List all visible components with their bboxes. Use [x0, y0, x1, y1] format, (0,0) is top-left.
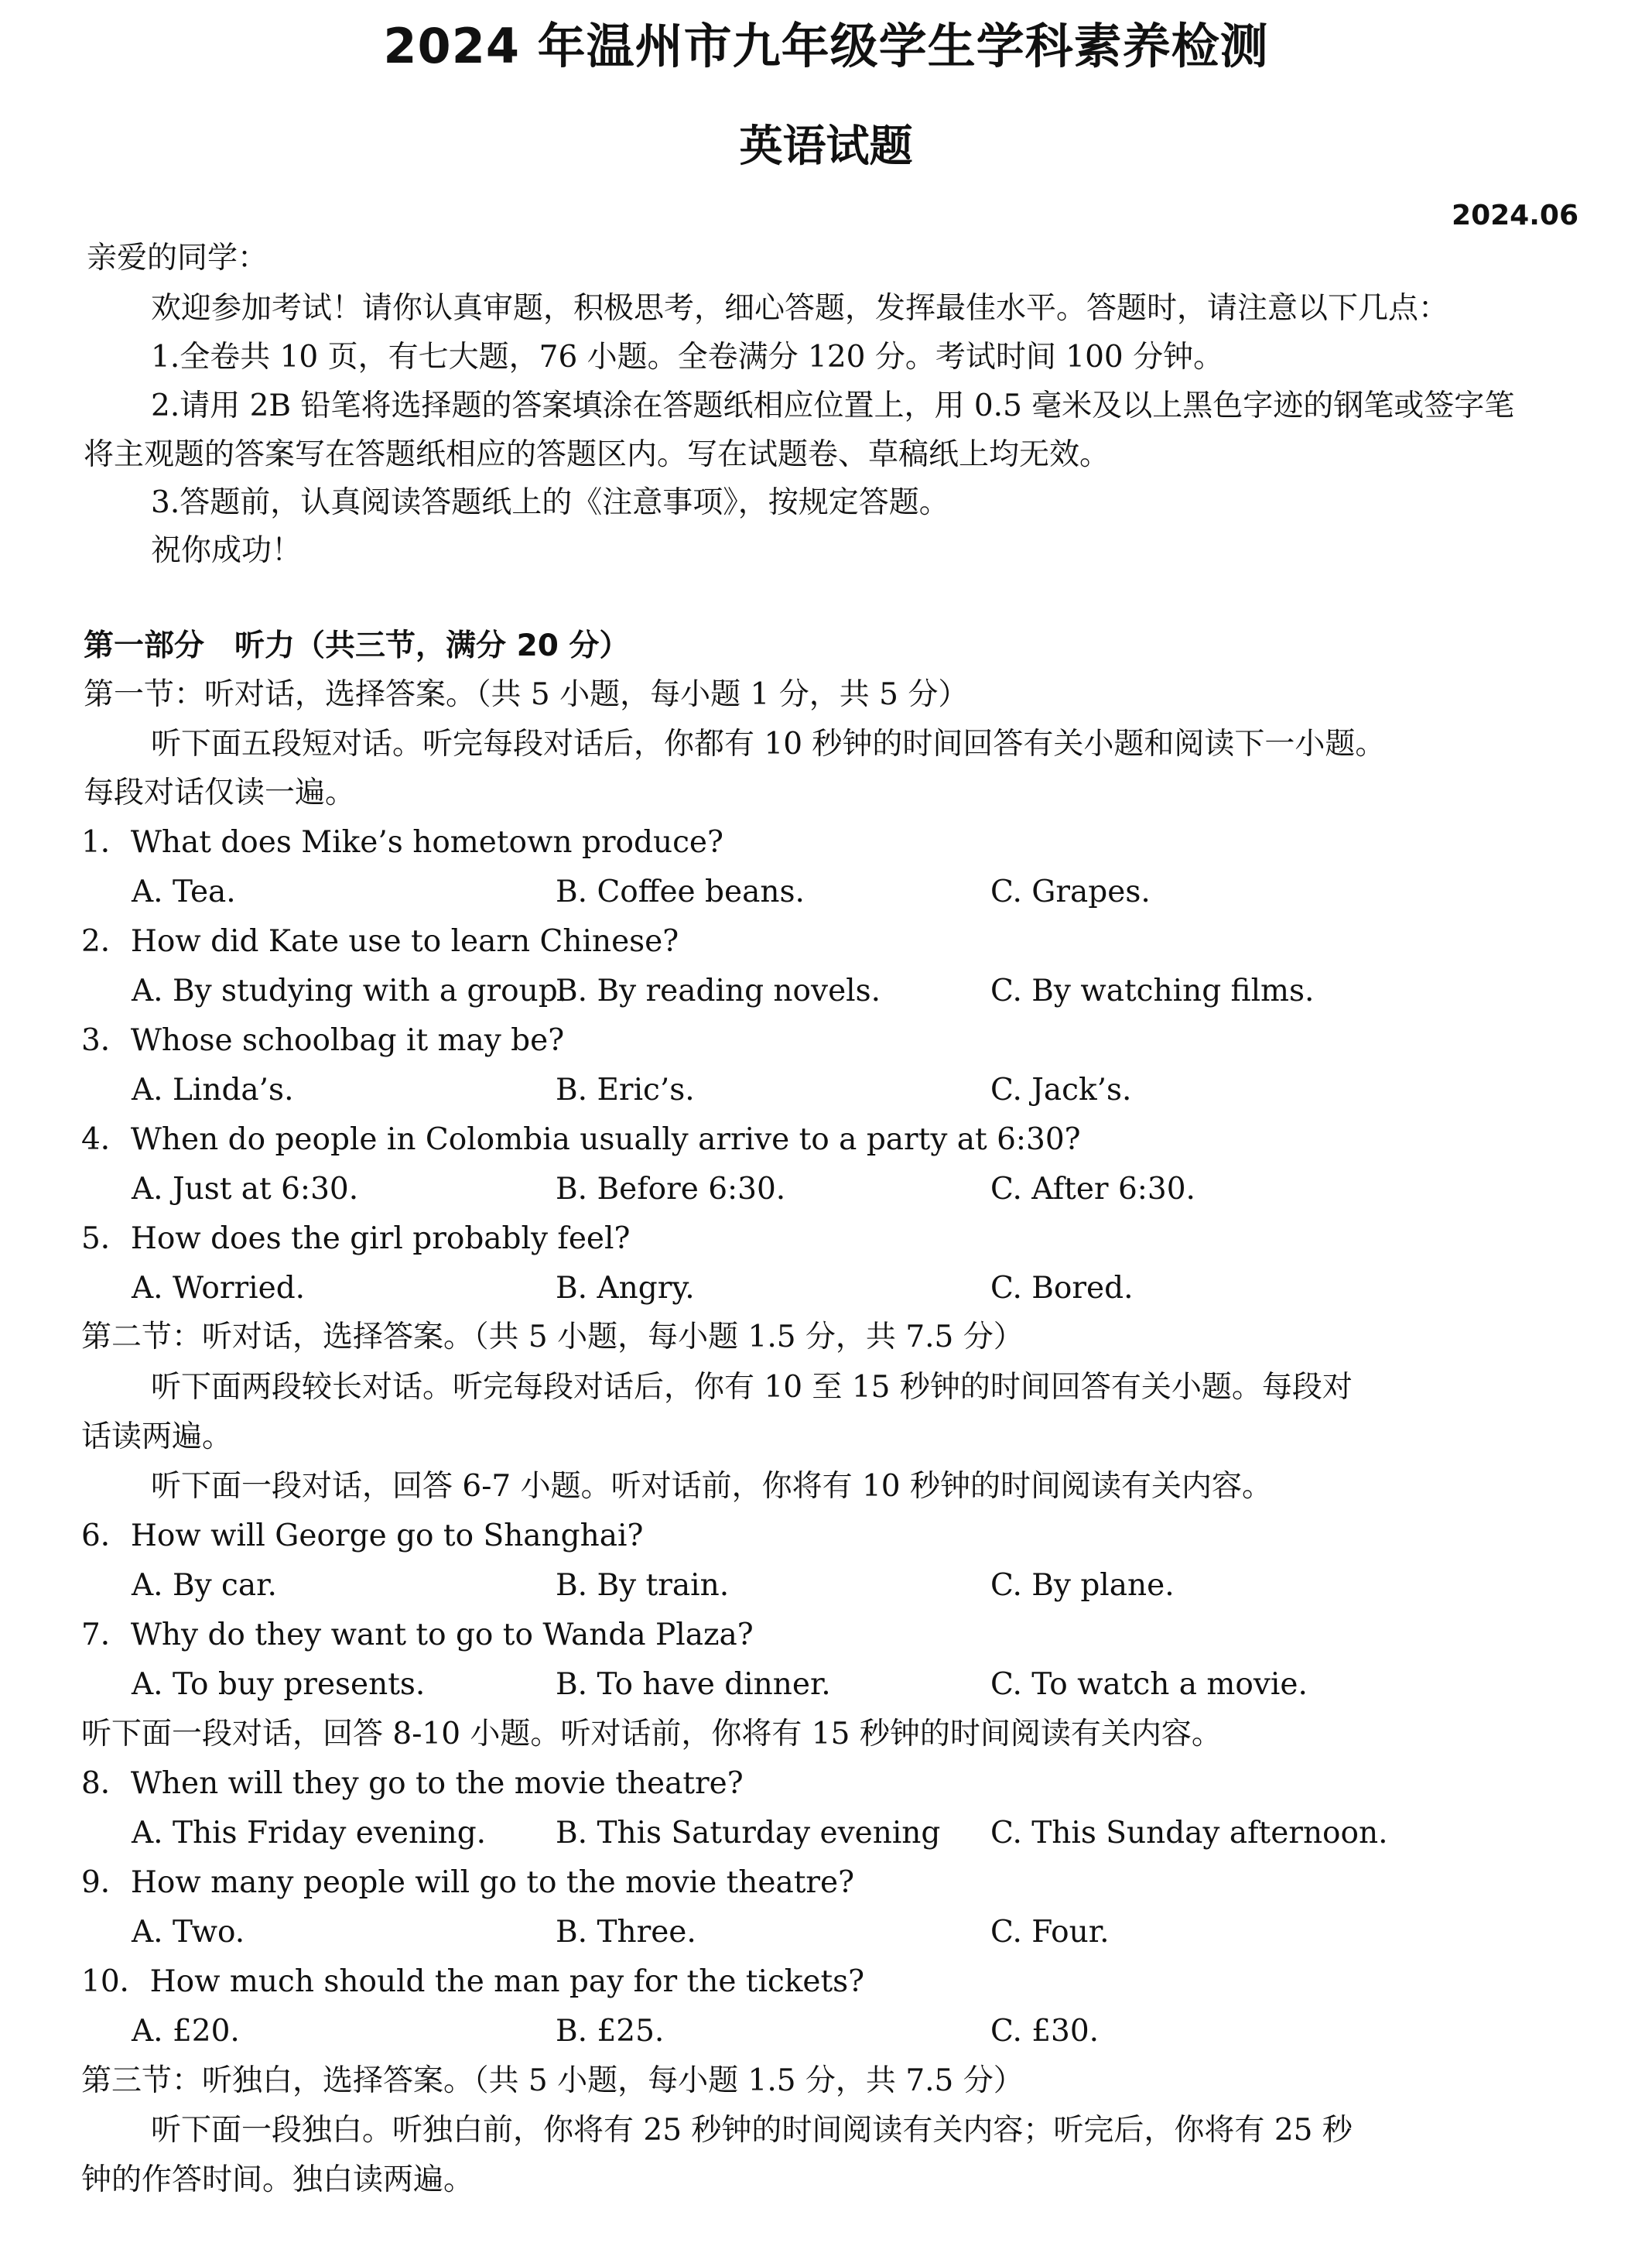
- question-1: 1．What does Mike’s hometown produce?: [81, 825, 723, 860]
- section-2-instruction-2: 话读两遍。: [81, 1419, 233, 1454]
- welcome-text: 欢迎参加考试！请你认真审题，积极思考，细心答题，发挥最佳水平。答题时，请注意以下几点：: [151, 291, 1449, 326]
- question-5: 5．How does the girl probably feel?: [81, 1221, 631, 1256]
- question-6-option-a: A. By car.: [132, 1568, 277, 1603]
- exam-date: 2024.06: [1452, 200, 1578, 231]
- question-10-option-a: A. £20.: [132, 2014, 240, 2049]
- question-2-option-c: C. By watching films.: [990, 974, 1315, 1008]
- note-2-line-2: 将主观题的答案写在答题纸相应的答题区内。写在试题卷、草稿纸上均无效。: [84, 437, 1110, 472]
- exam-subtitle: 英语试题: [739, 122, 913, 172]
- section-1-instruction-1: 听下面五段短对话。听完每段对话后，你都有 10 秒钟的时间回答有关小题和阅读下一小题。: [151, 727, 1386, 762]
- note-2-line-1: 2.请用 2B 铅笔将选择题的答案填涂在答题纸相应位置上，用 0.5 毫米及以上黑色字迹的钢笔或签字笔: [151, 389, 1515, 423]
- section-2-heading: 第二节：听对话，选择答案。（共 5 小题，每小题 1.5 分，共 7.5 分）: [81, 1320, 1024, 1354]
- question-9: 9．How many people will go to the movie theatre?: [81, 1865, 855, 1900]
- question-8: 8．When will they go to the movie theatre?: [81, 1766, 744, 1801]
- wish-text: 祝你成功！: [151, 533, 303, 568]
- question-5-option-b: B. Angry.: [556, 1271, 695, 1306]
- dialog-2-instruction: 听下面一段对话，回答 8-10 小题。听对话前，你将有 15 秒钟的时间阅读有关内容。: [81, 1717, 1222, 1751]
- question-5-option-c: C. Bored.: [990, 1271, 1134, 1306]
- question-8-option-c: C. This Sunday afternoon.: [990, 1816, 1388, 1851]
- question-2: 2．How did Kate use to learn Chinese?: [81, 924, 679, 959]
- question-7: 7．Why do they want to go to Wanda Plaza?: [81, 1618, 754, 1652]
- question-1-option-a: A. Tea.: [132, 875, 236, 909]
- question-4: 4．When do people in Colombia usually arrive to a party at 6:30?: [81, 1122, 1081, 1157]
- question-7-option-a: A. To buy presents.: [132, 1667, 426, 1702]
- question-9-option-a: A. Two.: [132, 1915, 245, 1950]
- question-7-option-c: C. To watch a movie.: [990, 1667, 1308, 1702]
- question-3-option-a: A. Linda’s.: [132, 1073, 294, 1108]
- question-8-option-b: B. This Saturday evening: [556, 1816, 941, 1851]
- question-6-option-c: C. By plane.: [990, 1568, 1175, 1603]
- question-4-option-a: A. Just at 6:30.: [132, 1172, 359, 1207]
- question-4-option-c: C. After 6:30.: [990, 1172, 1195, 1207]
- question-6-option-b: B. By train.: [556, 1568, 730, 1603]
- exam-title: 2024 年温州市九年级学生学科素养检测: [383, 18, 1269, 74]
- note-3: 3.答题前，认真阅读答题纸上的《注意事项》，按规定答题。: [151, 485, 949, 520]
- question-8-option-a: A. This Friday evening.: [132, 1816, 487, 1851]
- question-5-option-a: A. Worried.: [132, 1271, 306, 1306]
- note-1: 1.全卷共 10 页，有七大题，76 小题。全卷满分 120 分。考试时间 100 分钟。: [151, 340, 1224, 375]
- part-1-heading: 第一部分 听力（共三节，满分 20 分）: [84, 628, 630, 663]
- section-3-instruction-1: 听下面一段独白。听独白前，你将有 25 秒钟的时间阅读有关内容；听完后，你将有 25 秒: [151, 2113, 1353, 2148]
- question-4-option-b: B. Before 6:30.: [556, 1172, 786, 1207]
- question-1-option-b: B. Coffee beans.: [556, 875, 805, 909]
- question-9-option-b: B. Three.: [556, 1915, 696, 1950]
- section-3-heading: 第三节：听独白，选择答案。（共 5 小题，每小题 1.5 分，共 7.5 分）: [81, 2063, 1024, 2098]
- question-1-option-c: C. Grapes.: [990, 875, 1151, 909]
- question-3-option-b: B. Eric’s.: [556, 1073, 695, 1108]
- question-2-option-b: B. By reading novels.: [556, 974, 881, 1008]
- section-1-instruction-2: 每段对话仅读一遍。: [84, 775, 356, 810]
- question-7-option-b: B. To have dinner.: [556, 1667, 831, 1702]
- section-3-instruction-2: 钟的作答时间。独白读两遍。: [81, 2162, 474, 2197]
- question-10-option-b: B. £25.: [556, 2014, 665, 2049]
- question-6: 6．How will George go to Shanghai?: [81, 1518, 644, 1553]
- section-2-instruction-1: 听下面两段较长对话。听完每段对话后，你有 10 至 15 秒钟的时间回答有关小题。每段对: [151, 1370, 1353, 1405]
- question-3: 3．Whose schoolbag it may be?: [81, 1023, 565, 1058]
- dialog-1-instruction: 听下面一段对话，回答 6-7 小题。听对话前，你将有 10 秒钟的时间阅读有关内容。: [151, 1469, 1273, 1504]
- question-3-option-c: C. Jack’s.: [990, 1073, 1132, 1108]
- section-1-heading: 第一节：听对话，选择答案。（共 5 小题，每小题 1 分，共 5 分）: [84, 677, 969, 712]
- question-10: 10．How much should the man pay for the tickets?: [81, 1964, 865, 1999]
- greeting: 亲爱的同学：: [87, 241, 268, 276]
- question-2-option-a: A. By studying with a group.: [132, 974, 568, 1008]
- question-9-option-c: C. Four.: [990, 1915, 1110, 1950]
- question-10-option-c: C. £30.: [990, 2014, 1100, 2049]
